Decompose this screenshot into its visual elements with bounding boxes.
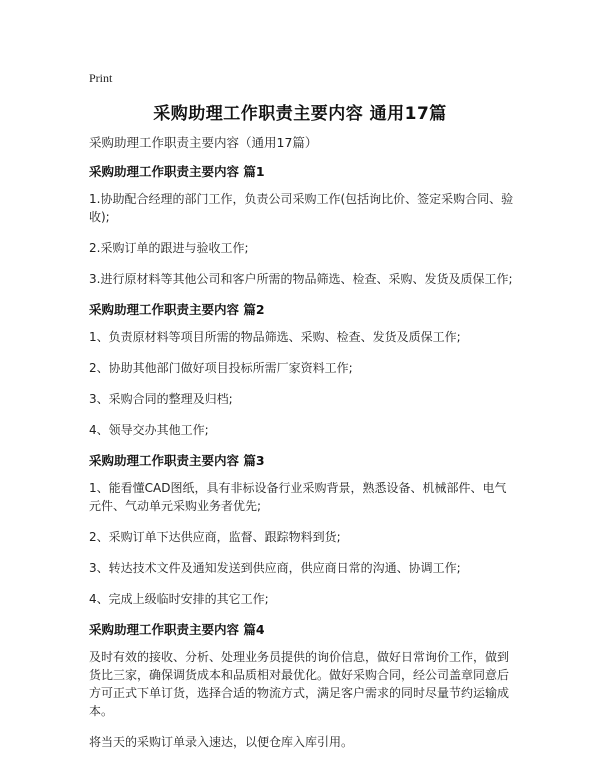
section-3 <box>89 452 515 608</box>
section-2 <box>89 301 515 439</box>
section-heading: 采购助理工作职责主要内容 篇3 <box>89 453 265 468</box>
section-1 <box>89 163 515 288</box>
section-paragraph: 2、协助其他部门做好项目投标所需厂家资料工作; <box>89 361 353 375</box>
section-paragraph: 将当天的采购订单录入速达，以便仓库入库引用。 <box>89 735 354 749</box>
section-paragraph: 及时有效的接收、分析、处理业务员提供的询价信息，做好日常询价工作，做到货比三家，确保调货成本和品质相对最优化。做好采购合同，经公司盖章同意后方可正式下单订货，选择合适的物流方式，满足客户需求的同时尽量节约运输成本。 <box>89 650 510 718</box>
section-paragraph: 4、领导交办其他工作; <box>89 423 209 437</box>
section-paragraph: 4、完成上级临时安排的其它工作; <box>89 592 269 606</box>
section-heading: 采购助理工作职责主要内容 篇4 <box>89 622 265 637</box>
print-link[interactable]: Print <box>89 71 113 85</box>
section-paragraph: 1.协助配合经理的部门工作，负责公司采购工作(包括询比价、签定采购合同、验收); <box>89 192 514 224</box>
section-paragraph: 2、采购订单下达供应商，监督、跟踪物料到货; <box>89 530 341 544</box>
section-paragraph: 1、负责原材料等项目所需的物品筛选、采购、检查、发货及质保工作; <box>89 330 461 344</box>
document-title: 采购助理工作职责主要内容 通用17篇 <box>153 104 447 124</box>
section-heading: 采购助理工作职责主要内容 篇2 <box>89 302 265 317</box>
section-paragraph: 3.进行原材料等其他公司和客户所需的物品筛选、检查、采购、发货及质保工作; <box>89 272 513 286</box>
section-paragraph: 3、转达技术文件及通知发送到供应商，供应商日常的沟通、协调工作; <box>89 561 461 575</box>
document-subtitle: 采购助理工作职责主要内容（通用17篇） <box>89 135 318 150</box>
section-paragraph: 3、采购合同的整理及归档; <box>89 392 233 406</box>
section-paragraph: 2.采购订单的跟进与验收工作; <box>89 241 249 255</box>
document-body <box>89 134 515 764</box>
section-paragraph: 1、能看懂CAD图纸，具有非标设备行业采购背景，熟悉设备、机械部件、电气元件、气动单元采购业务者优先; <box>89 481 507 513</box>
section-heading: 采购助理工作职责主要内容 篇1 <box>89 164 265 179</box>
section-4 <box>89 621 515 751</box>
